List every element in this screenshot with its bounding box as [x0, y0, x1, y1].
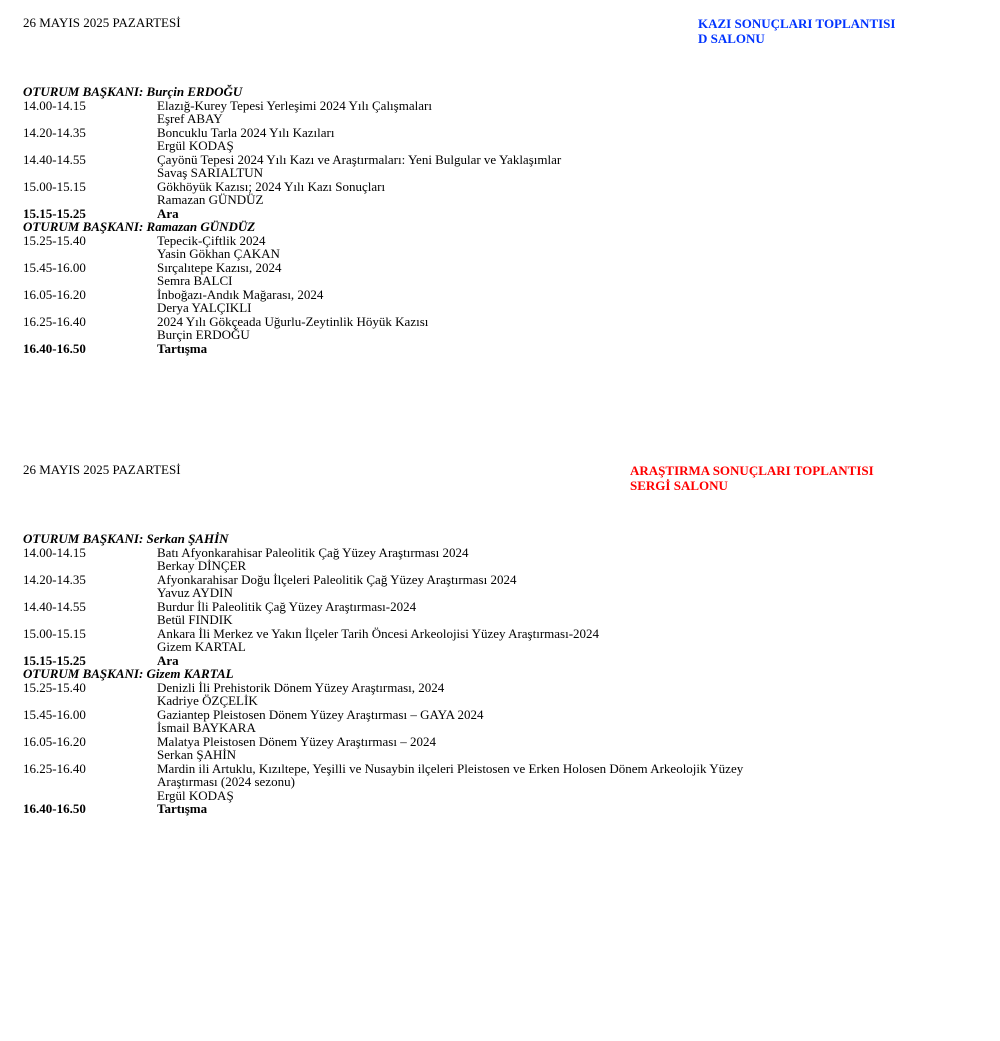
discussion-row [23, 342, 973, 356]
discussion-time: 16.40-16.50 [23, 801, 86, 816]
talk-row [23, 681, 973, 695]
talk-time: 14.00-14.15 [23, 544, 86, 560]
talk-speaker: İsmail BAYKARA [157, 720, 256, 735]
talk-time: 15.45-16.00 [23, 706, 86, 722]
discussion-label: Tartışma [157, 340, 208, 356]
talk-row [23, 288, 973, 302]
talk-title: İnboğazı-Andık Mağarası, 2024 [157, 286, 324, 302]
meeting-name: ARAŞTIRMA SONUÇLARI TOPLANTISI [630, 463, 874, 478]
talk-time: 15.45-16.00 [23, 259, 86, 275]
talk-speaker: Savaş SARIALTUN [157, 165, 264, 180]
talk-row [23, 234, 973, 248]
break-row [23, 207, 973, 221]
talk-title: Denizli İli Prehistorik Dönem Yüzey Araştırması, 2024 [157, 679, 445, 695]
discussion-row [23, 802, 973, 816]
talk-time: 15.25-15.40 [23, 679, 86, 695]
break-label: Ara [157, 205, 179, 221]
talk-speaker: Ergül KODAŞ [157, 787, 234, 803]
talk-speaker: Ramazan GÜNDÜZ [157, 192, 264, 207]
talk-time: 14.20-14.35 [23, 571, 86, 587]
talk-title: Sırçalıtepe Kazısı, 2024 [157, 259, 282, 275]
talk-row [23, 627, 973, 641]
talk-row [23, 546, 973, 560]
talk-row [23, 99, 973, 113]
session-list [23, 85, 973, 355]
session-list [23, 532, 973, 816]
talk-title: 2024 Yılı Gökçeada Uğurlu-Zeytinlik Höyük Kazısı [157, 313, 429, 329]
talk-row [23, 153, 973, 167]
talk-title: Mardin ili Artuklu, Kızıltepe, Yeşilli ve Nusaybin ilçeleri Pleistosen ve Erken Holosen Dönem Arkeolojik Yüzey [157, 760, 744, 776]
talk-row [23, 126, 973, 140]
hall-name: SERGİ SALONU [630, 478, 728, 493]
talk-speaker: Serkan ŞAHİN [157, 747, 237, 762]
talk-time: 14.00-14.15 [23, 97, 86, 113]
talk-title: Malatya Pleistosen Dönem Yüzey Araştırması – 2024 [157, 733, 436, 749]
session-chair: OTURUM BAŞKANI: Gizem KARTAL [23, 666, 234, 681]
talk-row [23, 315, 973, 329]
session-chair: OTURUM BAŞKANI: Ramazan GÜNDÜZ [23, 219, 256, 234]
talk-time: 15.25-15.40 [23, 232, 86, 248]
section-date: 26 MAYIS 2025 PAZARTESİ [23, 462, 181, 477]
talk-title: Gökhöyük Kazısı; 2024 Yılı Kazı Sonuçları [157, 178, 386, 194]
meeting-title [630, 463, 874, 493]
talk-speaker: Burçin ERDOĞU [157, 327, 250, 342]
talk-time: 14.20-14.35 [23, 124, 86, 140]
talk-time: 16.25-16.40 [23, 760, 86, 776]
talk-time: 15.00-15.15 [23, 178, 86, 194]
talk-speaker: Kadriye ÖZÇELİK [157, 693, 258, 708]
talk-row [23, 180, 973, 194]
talk-title: Gaziantep Pleistosen Dönem Yüzey Araştırması – GAYA 2024 [157, 706, 484, 722]
talk-speaker: Derya YALÇIKLI [157, 300, 252, 315]
talk-row [23, 573, 973, 587]
break-time: 15.15-15.25 [23, 652, 86, 668]
talk-speaker: Betül FINDIK [157, 612, 233, 627]
talk-row [23, 261, 973, 275]
talk-title: Boncuklu Tarla 2024 Yılı Kazıları [157, 124, 335, 140]
talk-time: 16.25-16.40 [23, 313, 86, 329]
talk-speaker: Yasin Gökhan ÇAKAN [157, 246, 280, 261]
break-label: Ara [157, 652, 179, 668]
talk-time: 16.05-16.20 [23, 286, 86, 302]
talk-title: Afyonkarahisar Doğu İlçeleri Paleolitik Çağ Yüzey Araştırması 2024 [157, 571, 517, 587]
break-row [23, 654, 973, 668]
talk-title: Tepecik-Çiftlik 2024 [157, 232, 266, 248]
section-date: 26 MAYIS 2025 PAZARTESİ [23, 15, 181, 30]
talk-speaker: Berkay DİNÇER [157, 558, 247, 573]
meeting-title [698, 16, 895, 46]
talk-time: 14.40-14.55 [23, 151, 86, 167]
break-time: 15.15-15.25 [23, 205, 86, 221]
talk-row [23, 600, 973, 614]
talk-speaker: Yavuz AYDIN [157, 585, 233, 600]
talk-speaker: Semra BALCI [157, 273, 233, 288]
program-section-kazi [23, 16, 973, 376]
meeting-name: KAZI SONUÇLARI TOPLANTISI [698, 16, 896, 31]
talk-row [23, 762, 973, 776]
talk-title: Ankara İli Merkez ve Yakın İlçeler Tarih Öncesi Arkeolojisi Yüzey Araştırması-2024 [157, 625, 600, 641]
talk-speaker: Gizem KARTAL [157, 639, 246, 654]
talk-speaker: Ergül KODAŞ [157, 138, 234, 153]
talk-title: Elazığ-Kurey Tepesi Yerleşimi 2024 Yılı Çalışmaları [157, 97, 432, 113]
talk-time: 15.00-15.15 [23, 625, 86, 641]
talk-time: 14.40-14.55 [23, 598, 86, 614]
talk-title: Burdur İli Paleolitik Çağ Yüzey Araştırması-2024 [157, 598, 417, 614]
talk-speaker: Eşref ABAY [157, 111, 223, 126]
talk-row [23, 735, 973, 749]
talk-time: 16.05-16.20 [23, 733, 86, 749]
discussion-time: 16.40-16.50 [23, 340, 86, 356]
program-section-arastirma [23, 463, 973, 833]
talk-row [23, 708, 973, 722]
discussion-label: Tartışma [157, 801, 208, 816]
talk-title-continued: Araştırması (2024 sezonu) [157, 774, 295, 789]
session-chair: OTURUM BAŞKANI: Serkan ŞAHİN [23, 531, 229, 546]
hall-name: D SALONU [698, 31, 765, 46]
session-chair: OTURUM BAŞKANI: Burçin ERDOĞU [23, 84, 243, 99]
talk-title: Çayönü Tepesi 2024 Yılı Kazı ve Araştırmaları: Yeni Bulgular ve Yaklaşımlar [157, 151, 562, 167]
talk-title: Batı Afyonkarahisar Paleolitik Çağ Yüzey Araştırması 2024 [157, 544, 469, 560]
